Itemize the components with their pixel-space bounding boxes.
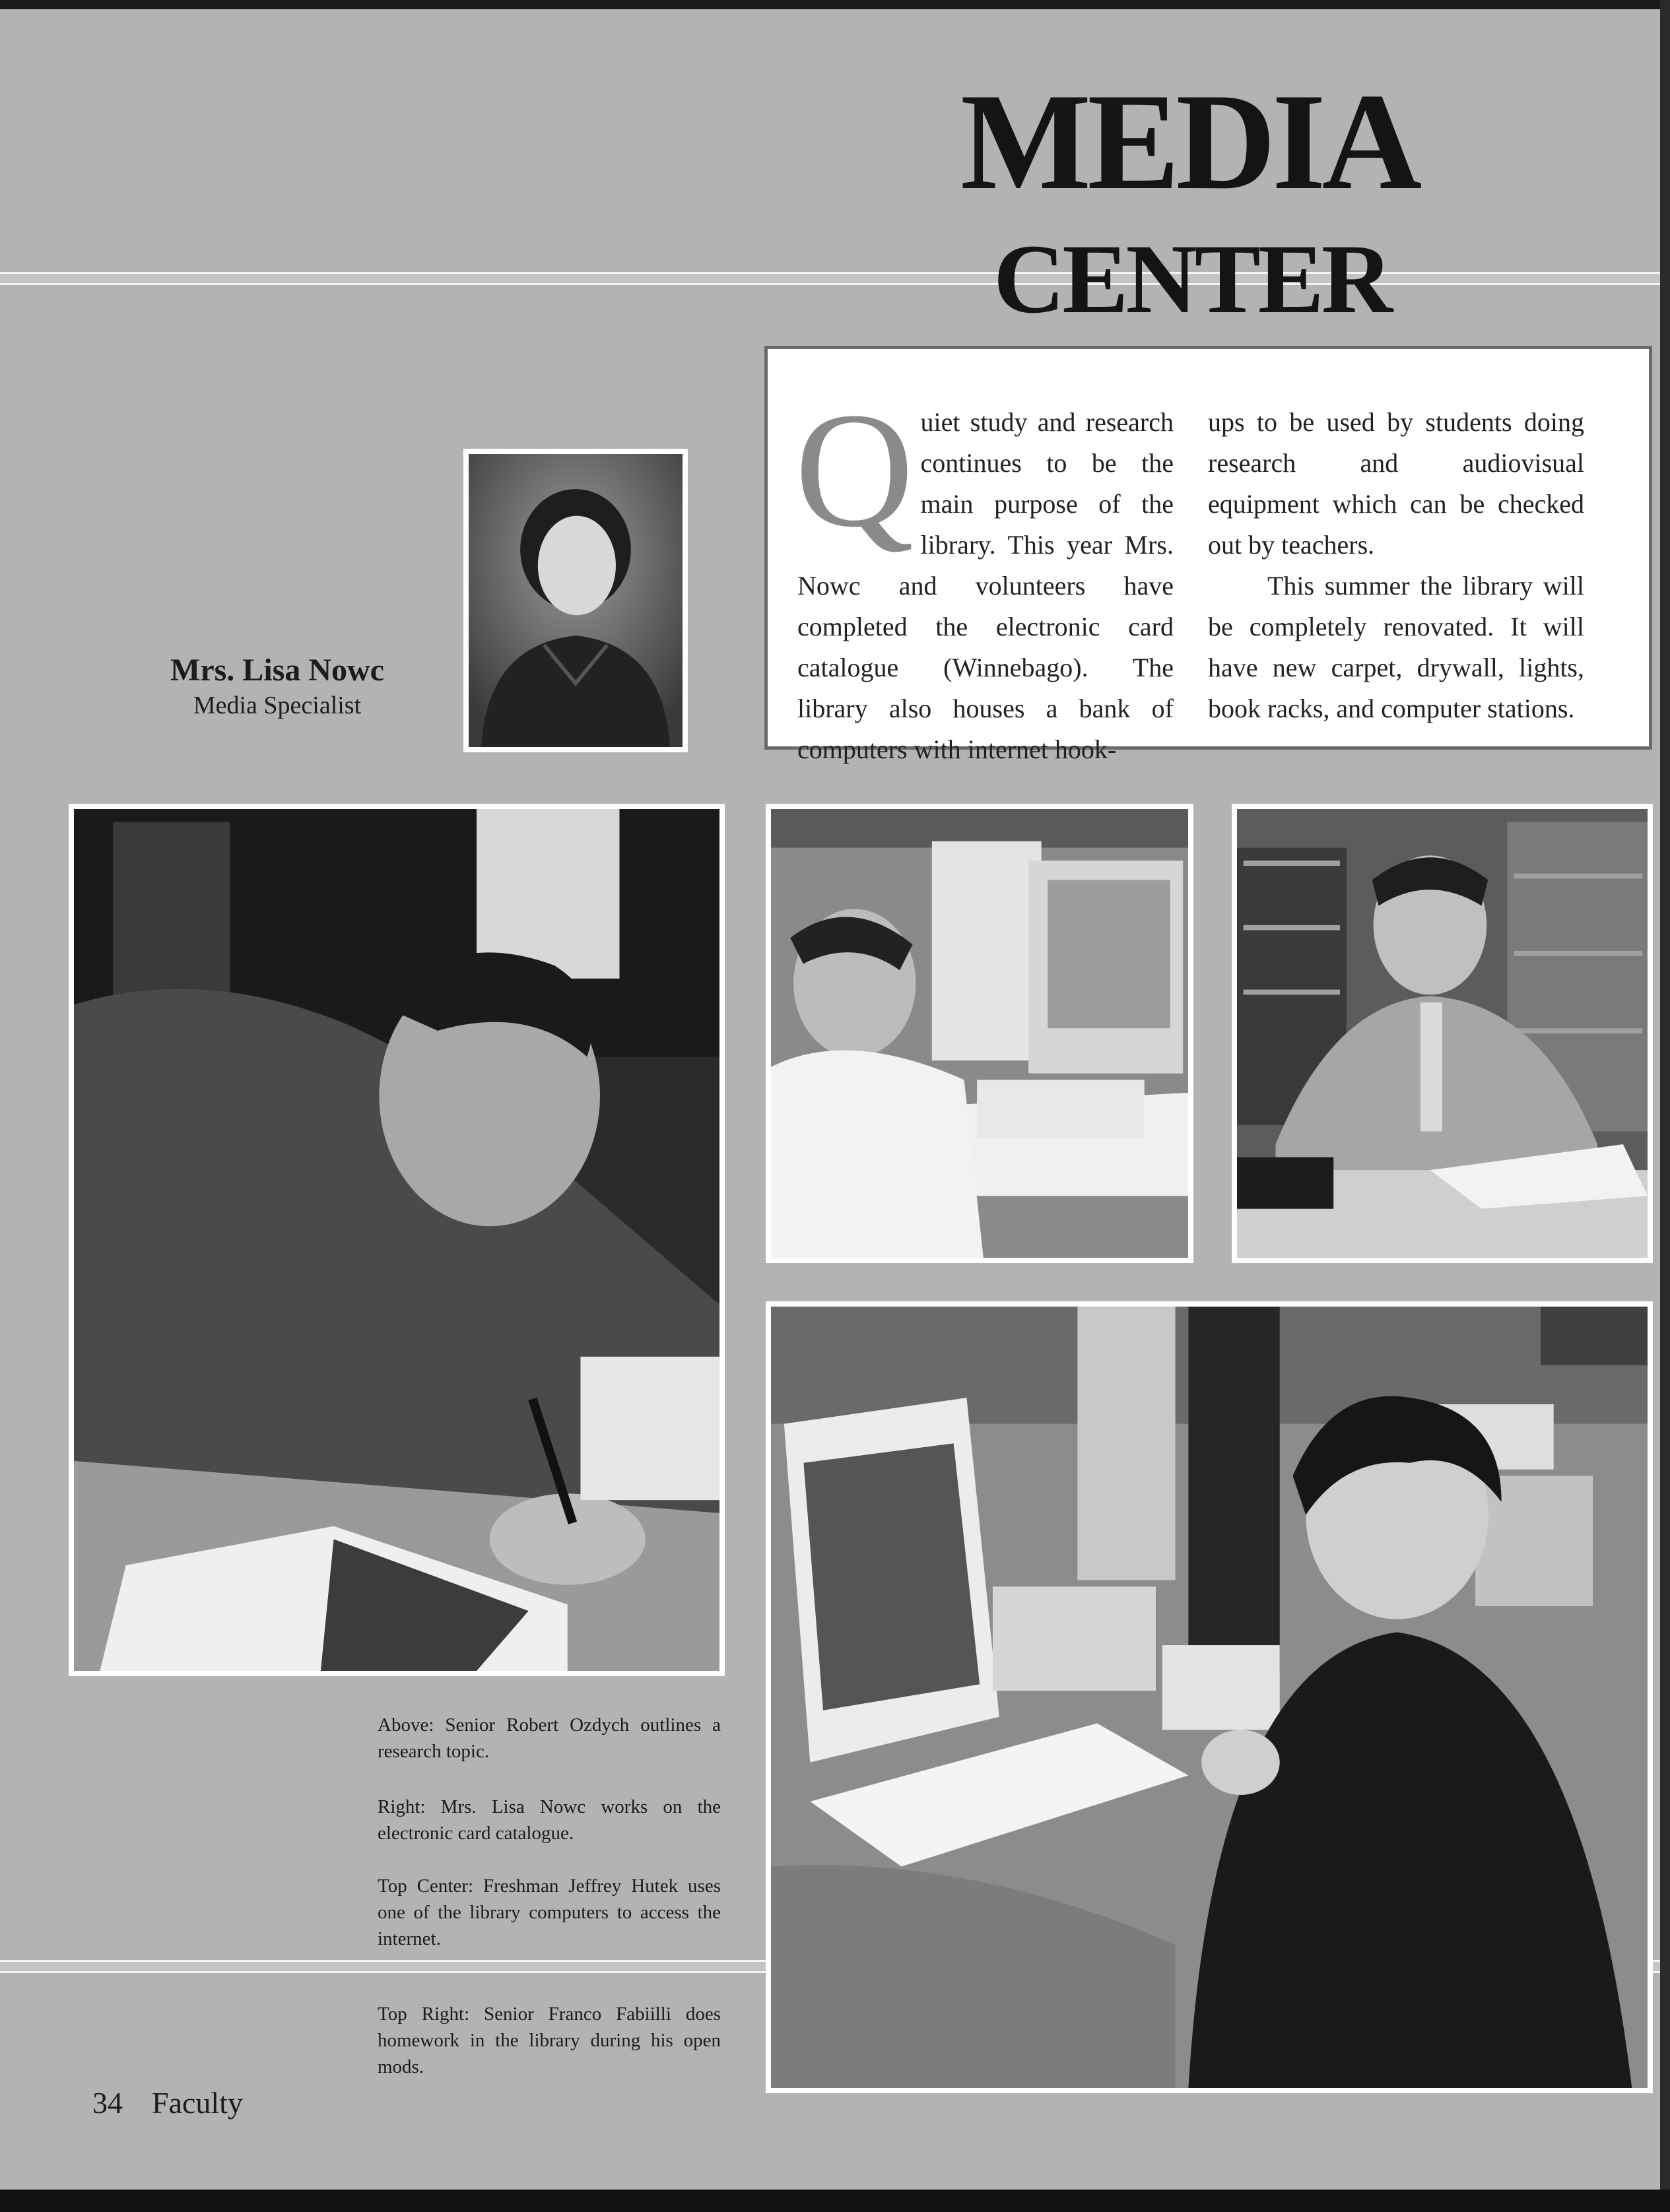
portrait-name: Mrs. Lisa Nowc	[170, 653, 384, 688]
article-text-3: This summer the library will be completely renovated. It will have new carpet, drywall, lights, book racks, and computer stations.	[1208, 571, 1584, 723]
caption-right: Right: Mrs. Lisa Nowc works on the electronic card catalogue.	[378, 1796, 721, 1844]
portrait-caption	[119, 652, 436, 722]
article-column-1	[795, 379, 1174, 770]
right-edge	[1660, 0, 1670, 2212]
bottom-edge	[0, 2190, 1670, 2212]
photo-student-computer	[766, 804, 1193, 1263]
section-name: Faculty	[152, 2086, 243, 2120]
caption-top-center: Top Center: Freshman Jeffrey Hutek uses one of the library computers to access the internet.	[378, 1875, 721, 1949]
portrait-role: Media Specialist	[193, 692, 362, 719]
page-folio	[92, 2085, 272, 2120]
photo-media-specialist	[766, 1301, 1653, 2093]
photo-student-writing	[69, 804, 725, 1676]
article-text-2: ups to be used by students doing research and audiovisual equipment which can be checked out by teachers.	[1208, 407, 1584, 560]
caption-top-right: Top Right: Senior Franco Fabiilli does homework in the library during his open mods.	[378, 2003, 721, 2077]
page-title-line2: CENTER	[993, 224, 1391, 334]
page-title-line1: MEDIA	[960, 65, 1419, 218]
photo-student-desk	[1232, 804, 1653, 1263]
portrait-photo	[463, 449, 688, 752]
drop-cap: Q	[795, 379, 914, 562]
page-number: 34	[92, 2086, 123, 2120]
top-edge	[0, 0, 1670, 9]
caption-above: Above: Senior Robert Ozdych outlines a research topic.	[378, 1714, 721, 1762]
article-box	[764, 346, 1652, 764]
article-text-1: uiet study and research continues to be the main purpose of the library. This year Mrs. Nowc and volunteers have completed the electronic card catalogue (Winnebago). The library also houses a bank of computers with internet hook-	[797, 407, 1174, 764]
article-column-2	[1208, 402, 1584, 729]
